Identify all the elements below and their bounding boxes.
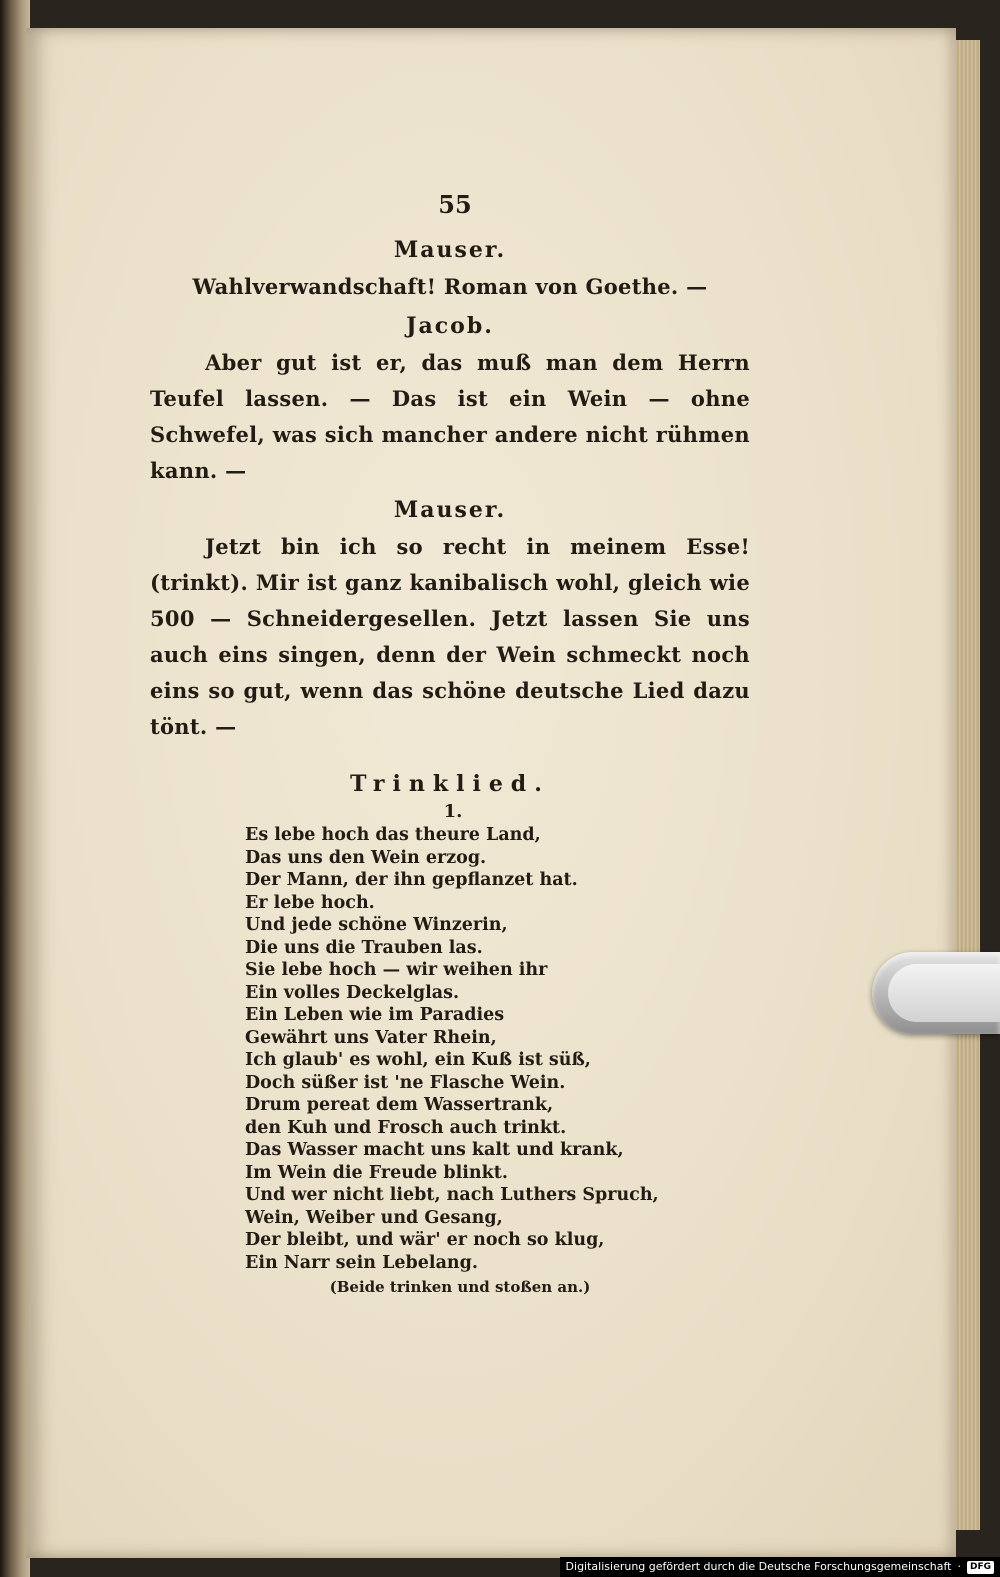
verse-line: Gewährt uns Vater Rhein, <box>245 1027 497 1048</box>
verse-line: Die uns die Trauben las. <box>245 937 483 958</box>
dfg-logo-icon: DFG <box>967 1561 994 1574</box>
verse-line: Drum pereat dem Wassertrank, <box>245 1095 554 1115</box>
verse-line: Doch süßer ist 'ne Flasche Wein. <box>245 1072 566 1093</box>
verse-line: den Kuh und Frosch auch trinkt. <box>245 1117 567 1138</box>
footer-separator: · <box>957 1560 961 1573</box>
speaker-name: Jacob. <box>406 313 494 339</box>
song-verse <box>245 824 750 1274</box>
verse-line: Ein volles Deckelglas. <box>245 982 460 1003</box>
verse-number: 1. <box>443 801 463 822</box>
dialogue-line: Wahlverwandschaft! Roman von Goethe. — <box>192 274 708 299</box>
dialogue-paragraph: Aber gut ist er, das muß man dem Herrn Teufel lassen. — Das ist ein Wein — ohne Schwefel, was sich mancher andere nicht rühmen kann. — <box>150 350 750 483</box>
song-title: Trinklied. <box>350 771 550 797</box>
verse-line: Es lebe hoch das theure Land, <box>245 825 541 845</box>
verse-line: Im Wein die Freude blinkt. <box>245 1162 508 1183</box>
verse-line: Sie lebe hoch — wir weihen ihr <box>245 960 548 980</box>
verse-line: Das uns den Wein erzog. <box>245 847 487 868</box>
speaker-name: Mauser. <box>393 237 507 263</box>
digitization-footer <box>560 1557 1000 1577</box>
page-number: 55 <box>438 190 472 219</box>
stage-direction: (Beide trinken und stoßen an.) <box>329 1278 591 1296</box>
dialogue-paragraph: Jetzt bin ich so recht in meinem Esse! (trinkt). Mir ist ganz kanibalisch wohl, gleich wie 500 — Schneidergesellen. Jetzt lassen Sie uns auch eins singen, denn der Wein schmeckt noch eins so gut, wenn das schöne deutsche Lied dazu tönt. — <box>150 534 750 739</box>
verse-line: Der bleibt, und wär' er noch so klug, <box>245 1230 605 1250</box>
verse-line: Und jede schöne Winzerin, <box>245 915 508 935</box>
page-stack-edge <box>956 40 980 1530</box>
page-clip <box>872 952 1000 1034</box>
verse-line: Er lebe hoch. <box>245 892 375 913</box>
verse-line: Wein, Weiber und Gesang, <box>245 1207 503 1228</box>
verse-line: Ich glaub' es wohl, ein Kuß ist süß, <box>245 1050 591 1070</box>
verse-line: Und wer nicht liebt, nach Luthers Spruch, <box>245 1185 659 1205</box>
verse-line: Der Mann, der ihn gepflanzet hat. <box>245 870 578 890</box>
verse-line: Das Wasser macht uns kalt und krank, <box>245 1140 624 1160</box>
footer-text: Digitalisierung gefördert durch die Deutsche Forschungsgemeinschaft <box>565 1560 952 1573</box>
speaker-name: Mauser. <box>393 497 507 523</box>
page-content <box>150 190 750 1296</box>
verse-line: Ein Narr sein Lebelang. <box>245 1252 478 1273</box>
verse-line: Ein Leben wie im Paradies <box>245 1005 505 1025</box>
